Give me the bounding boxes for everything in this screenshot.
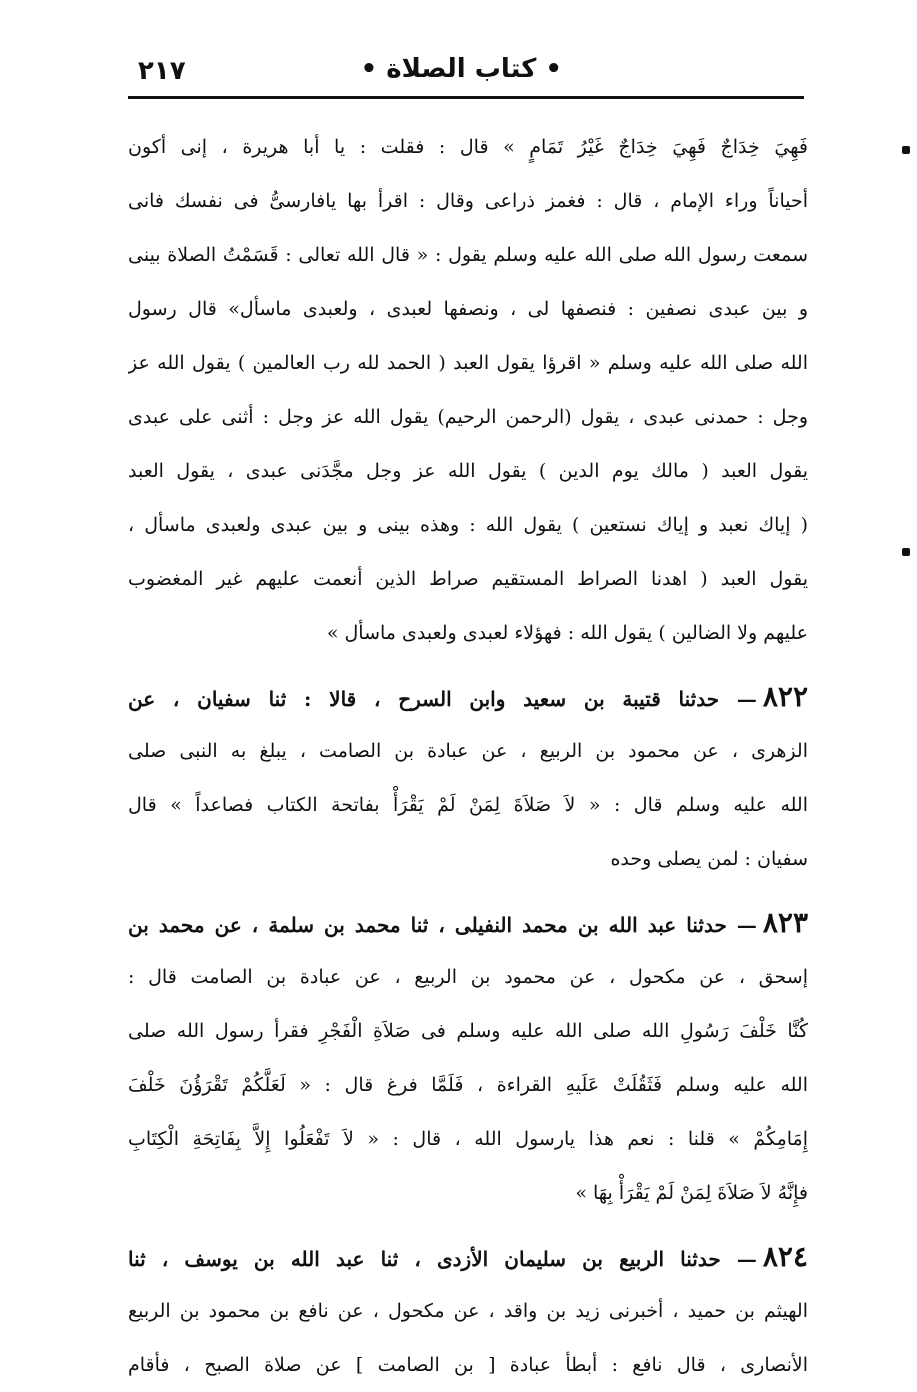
text-line: الأنصارى ، قال نافع : أبطأ عبادة [ بن الصامت ] عن صلاة الصبح ، فأقام (128, 1354, 808, 1376)
text-line: سمعت رسول الله صلى الله عليه وسلم يقول : « قال الله تعالى : قَسَمْتُ الصلاة بينى (128, 244, 808, 266)
running-title: • كتاب الصلاة • (360, 54, 562, 84)
scan-edge-mark (902, 146, 910, 154)
text-line: الله عليه وسلم قال : « لاَ صَلاَةَ لِمَنْ لَمْ يَقْرَأْ بفاتحة الكتاب فصاعداً » قال (128, 794, 808, 816)
text-line: الله صلى الله عليه وسلم « اقرؤا يقول العبد ( الحمد لله رب العالمين ) يقول الله عز (128, 352, 808, 374)
page-number: ٢١٧ (138, 56, 186, 86)
text-line: فإِنَّهُ لاَ صَلاَةَ لِمَنْ لَمْ يَقْرَأْ بِهَا » (575, 1182, 808, 1204)
text-line: إسحق ، عن مكحول ، عن محمود بن الربيع ، عن عبادة بن الصامت قال : (128, 966, 808, 988)
text-line: وجل : حمدنى عبدى ، يقول (الرحمن الرحيم) يقول الله عز وجل : أثنى على عبدى (128, 406, 808, 428)
text-line: يقول العبد ( مالك يوم الدين ) يقول الله عز وجل مجَّدَنى عبدى ، يقول العبد (128, 460, 808, 482)
hadith-number: ٨٢٤ (762, 1240, 808, 1273)
text-line: إِمَامِكُمْ » قلنا : نعم هذا يارسول الله ، قال : « لاَ تَفْعَلُوا إِلاَّ بِفَاتِحَةِ الْكِتَابِ (128, 1128, 808, 1150)
text-line: و بين عبدى نصفين : فنصفها لى ، ونصفها لعبدى ، ولعبدى ماسأل» قال رسول (128, 298, 808, 320)
text-line: أحياناً وراء الإمام ، قال : فغمز ذراعى وقال : اقرأ بها يافارسىُّ فى نفسك فانى (128, 190, 808, 212)
paragraph-gap (128, 886, 808, 896)
text-line: عليهم ولا الضالين ) يقول الله : فهؤلاء لعبدى ولعبدى ماسأل » (326, 622, 808, 644)
paragraph-gap (128, 660, 808, 670)
page-body (128, 120, 808, 1392)
hadith-heading-line (128, 670, 808, 724)
hadith-number: ٨٢٢ (762, 680, 808, 713)
scan-edge-mark (902, 548, 910, 556)
header-rule (128, 96, 804, 99)
text-line: الله عليه وسلم فَثَقُلَتْ عَلَيهِ القراءة ، فَلَمَّا فرغ قال : « لَعَلَّكُمْ تَقْرَؤُنَ خَلْفَ (128, 1074, 808, 1096)
page-header (130, 52, 802, 92)
hadith-number: ٨٢٣ (762, 906, 808, 939)
text-line: كُنَّا خَلْفَ رَسُولِ الله صلى الله عليه وسلم فى صَلاَةِ الْفَجْرِ فقرأ رسول الله صلى (128, 1020, 808, 1042)
text-line: سفيان : لمن يصلى وحده (610, 848, 808, 870)
hadith-heading-line (128, 896, 808, 950)
text-line: الهيثم بن حميد ، أخبرنى زيد بن واقد ، عن مكحول ، عن نافع بن محمود بن الربيع (128, 1300, 808, 1322)
text-line: ( إياك نعبد و إياك نستعين ) يقول الله : وهذه بينى و بين عبدى ولعبدى ماسأل ، (128, 514, 808, 536)
hadith-text: — حدثنا قتيبة بن سعيد وابن السرح ، قالا : ثنا سفيان ، عن (128, 687, 757, 711)
text-line: فَهِيَ خِدَاجٌ فَهِيَ خِدَاجٌ غَيْرُ تَمَامٍ » قال : فقلت : يا أبا هريرة ، إنى أكون (128, 136, 808, 158)
hadith-text: — حدثنا عبد الله بن محمد النفيلى ، ثنا محمد بن سلمة ، عن محمد بن (128, 913, 757, 937)
hadith-text: — حدثنا الربيع بن سليمان الأزدى ، ثنا عبد الله بن يوسف ، ثنا (128, 1247, 757, 1271)
text-line: الزهرى ، عن محمود بن الربيع ، عن عبادة بن الصامت ، يبلغ به النبى صلى (128, 740, 808, 762)
hadith-heading-line (128, 1230, 808, 1284)
paragraph-gap (128, 1220, 808, 1230)
text-line: يقول العبد ( اهدنا الصراط المستقيم صراط الذين أنعمت عليهم غير المغضوب (128, 568, 808, 590)
